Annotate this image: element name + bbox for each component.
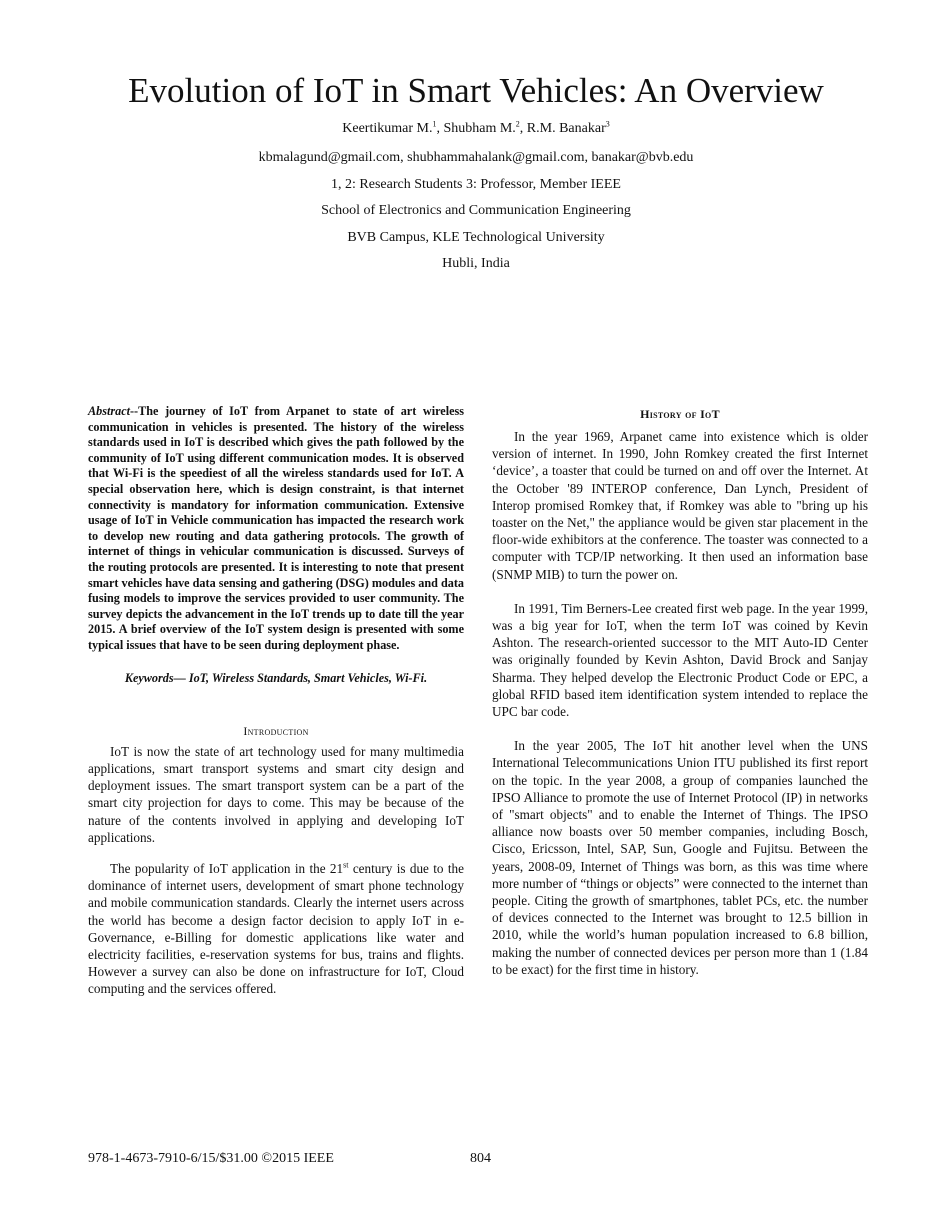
history-paragraph-3: In the year 2005, The IoT hit another level when the UNS International Telecommunications Union ITU published its first report on the topic. In the year 2008, a group of companies launched the IPSO Alliance to promote the use of Internet Protocol (IP) in networks of "smart objects" and to enable the Internet of Things. The IPSO alliance now boasts over 50 member companies, including Bosch, Cisco, Ericsson, Intel, SAP, Sun, Google and Fujitsu. Between the years, 2008-09, Internet of Things was born, as this was time where more number of “things or objects” were connected to the internet than people. Citing the growth of smartphones, tablet PCs, etc. the number of devices connected to the Internet was brought to 12.5 billion in 2010, while the world’s human population increased to 6.8 billion, making the number of connected devices per person more than 1 (1.84 to be exact) for the first time in history.	[492, 738, 868, 977]
history-paragraph-2: In 1991, Tim Berners-Lee created first web page. In the year 1999, was a big year for IoT, when the term IoT was coined by Kevin Ashton. The research-oriented successor to the MIT Auto-ID Center was originally founded by Kevin Ashton, David Brock and Sanjay Sharma. They helped develop the Electronic Product Code or EPC, a global RFID based item identification system intended to replace the UPC bar code.	[492, 600, 868, 720]
author-2: Shubham M.	[443, 121, 516, 136]
email-line: kbmalagund@gmail.com, shubhammahalank@gmail.com, banakar@bvb.edu	[258, 150, 694, 165]
introduction-heading: Introduction	[243, 723, 309, 738]
abstract-lead: Abstract	[88, 404, 130, 418]
right-column	[492, 406, 868, 978]
introduction-paragraph-2	[88, 860, 464, 998]
abstract	[88, 404, 464, 654]
author-1-mark: 1	[432, 119, 437, 129]
author-line: Keertikumar M.$^1$, Shubham M.$^2$, R.M. Banakar$^3$	[342, 119, 610, 136]
author-3-mark: 3	[605, 119, 610, 129]
author-2-mark: 2	[515, 119, 520, 129]
intro-p2-part-b: century is due to the dominance of internet users, development of smart phone technology and mobile communication standards. Clearly the internet users across the world has become a design factor decision to apply IoT in e-Governance, e-Billing for domestic applications like water and electricity facilities, e-reservation systems for bus, trains and flights. However a survey can also be done on infrastructure for IoT, Cloud computing and the services offered.	[88, 860, 464, 997]
school-line: School of Electronics and Communication Engineering	[321, 203, 631, 218]
paper-title: Evolution of IoT in Smart Vehicles: An Overview	[128, 71, 824, 110]
author-3: R.M. Banakar	[526, 121, 606, 136]
introduction-paragraph-1: IoT is now the state of art technology used for many multimedia applications, smart transport systems and smart city design and deployment issues. The smart transport system can be a part of the smart city projection for days to come. This may be because of the nature of the contents involved in applying and developing IoT applications.	[88, 743, 464, 845]
left-column	[88, 404, 464, 998]
intro-p2-part-a: The popularity of IoT application in the 21	[110, 860, 344, 876]
intro-p2-superscript: st	[343, 860, 349, 870]
footer-isbn: 978-1-4673-7910-6/15/$31.00 ©2015 IEEE	[88, 1151, 334, 1166]
keywords: Keywords— IoT, Wireless Standards, Smart Vehicles, Wi-Fi.	[124, 670, 428, 685]
campus-line: BVB Campus, KLE Technological University	[347, 230, 605, 245]
affiliation-roles: 1, 2: Research Students 3: Professor, Member IEEE	[331, 177, 621, 192]
city-line: Hubli, India	[442, 256, 510, 271]
abstract-text: --The journey of IoT from Arpanet to state of art wireless communication in vehicles is presented. The history of the wireless standards used in IoT is described which gives the path followed by the community of IoT using different communication modes. It is observed that Wi-Fi is the speediest of all the wireless standards used for IoT. A special observation here, which is design constraint, is that internet connectivity is mandatory for information communication. Extensive usage of IoT in Vehicle communication has impacted the research work to develop new routing and data gathering protocols. The growth of internet of things in vehicular communication is discussed. Surveys of the routing protocols are presented. It is interesting to note that present smart vehicles have data sensing and gathering (DSG) modules and data fusing models to improve the services provided to user community. The survey depicts the advancement in the IoT trends up to date till the year 2015. A brief overview of the IoT system design is presented with some typical issues that have to be seen during deployment phase.	[88, 404, 464, 652]
author-1: Keertikumar M.	[342, 121, 433, 136]
history-heading: History of IoT	[640, 407, 720, 421]
page-number: 804	[470, 1151, 491, 1166]
history-paragraph-1: In the year 1969, Arpanet came into existence which is older version of internet. In 1990, John Romkey created the first Internet ‘device’, a toaster that could be turned on and off over the Internet. At the October '89 INTEROP conference, Dan Lynch, President of Interop promised Romkey that, if Romkey was able to "bring up his toaster on the Net," the appliance would be given star placement in the floor-wide exhibitors at the conference. The toaster was connected to a computer with TCP/IP networking. It then used an information base (SNMP MIB) to turn the power on.	[492, 429, 868, 582]
